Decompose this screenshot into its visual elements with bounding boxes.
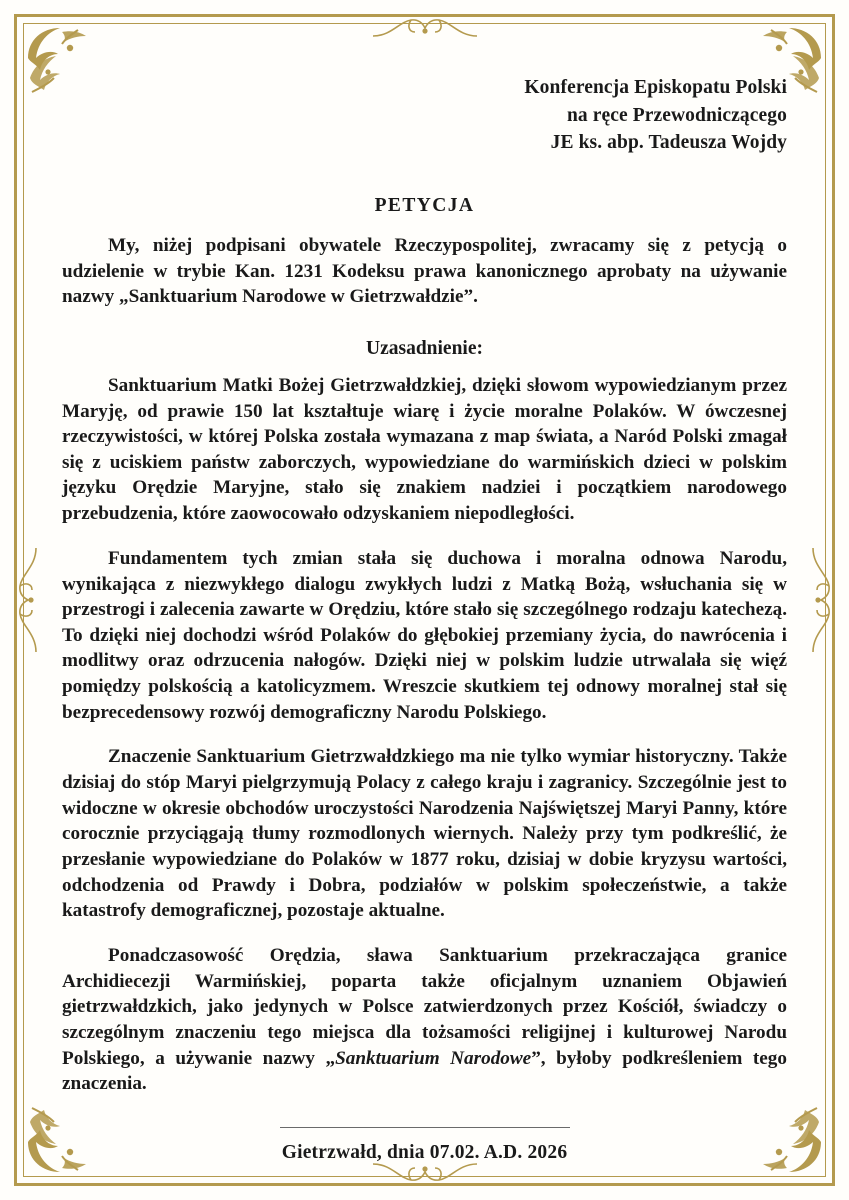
edge-ornament-icon (10, 540, 44, 660)
edge-ornament-icon (365, 10, 485, 44)
body-paragraph-3: Znaczenie Sanktuarium Gietrzwałdzkiego ma nie tylko wymiar historyczny. Także dzisiaj do stóp Maryi pielgrzymują Polacy z całego kraju i zagranicy. Szczególnie jest to widoczne w okresie obchodów uroczystości Narodzenia Najświętszej Maryi Panny, które corocznie przyciągają tłumy rozmodlonych wiernych. Należy przy tym podkreślić, że przesłanie wypowiedziane do Polaków w 1877 roku, dzisiaj w dobie kryzysu wartości, odchodzenia od Prawdy i Dobra, podziałów w polskim społeczeństwie, a także katastrofy demograficznej, pozostaje aktualne. (62, 746, 787, 922)
final-paragraph-italic: Sanktuarium Narodowe (335, 1047, 532, 1069)
signature-divider (280, 1127, 570, 1128)
addressee-block (62, 74, 787, 157)
edge-ornament-icon (805, 540, 839, 660)
place-and-date: Gietrzwałd, dnia 07.02. A.D. 2026 (281, 1141, 568, 1163)
body-paragraph-1: Sanktuarium Matki Bożej Gietrzwałdzkiej, dzięki słowom wypowiedzianym przez Maryję, od prawie 150 lat kształtuje wiarę i życie moralne Polaków. W ówczesnej rzeczywistości, w której Polska została wymazana z map świata, a Naród Polski zmagał się z uciskiem państw zaborczych, wypowiedziane do warmińskich dzieci w polskim języku Orędzie Maryjne, stało się znakiem nadziei i początkiem narodowego przebudzenia, które zaowocowało odzyskaniem niepodległości. (62, 374, 787, 525)
body-paragraph-2: Fundamentem tych zmian stała się duchowa i moralna odnowa Narodu, wynikająca z niezwykłego dialogu zwykłych ludzi z Matką Bożą, wsłuchania się w przestrogi i zalecenia zawarte w Orędziu, które stało się szczególnego rodzaju katechezą. To dzięki niej dochodzi wśród Polaków do głębokiej przemiany życia, do nawrócenia i modlitwy oraz odrzucenia nałogów. Dzięki niej w polskim ludzie utrwalała się więź pomiędzy polskością a katolicyzmem. Wreszcie skutkiem tej odnowy moralnej stał się bezprecedensowy rozwój demograficzny Narodu Polskiego. (62, 547, 787, 723)
body-paragraph-4 (62, 943, 787, 1097)
section-heading: Uzasadnienie: (366, 337, 483, 359)
final-paragraph-before: Ponadczasowość Orędzia, sława Sanktuarium przekraczająca granice Archidiecezji Warmińskiej, poparta także oficjalnym uznaniem Objawień gietrzwałdzkich, jako jedynych w Polsce zatwierdzonych przez Kościół, świadczy o szczególnym znaczeniu tego miejsca dla tożsamości religijnej i kulturowej Narodu Polskiego, a używanie nazwy „ (62, 945, 787, 1069)
addressee-line-1: Konferencja Episkopatu Polski (524, 77, 787, 98)
document-content (62, 62, 787, 1163)
final-paragraph-after: ”, byłoby podkreśleniem tego znaczenia. (62, 1047, 787, 1095)
addressee-line-2: na ręce Przewodniczącego (566, 104, 787, 126)
addressee-line-3: JE ks. abp. Tadeusza Wojdy (550, 132, 787, 154)
page-title: PETYCJA (374, 195, 475, 217)
lead-paragraph: My, niżej podpisani obywatele Rzeczypospolitej, zwracamy się z petycją o udzielenie w trybie Kan. 1231 Kodeksu prawa kanonicznego aprobaty na używanie nazwy „Sanktuarium Narodowe w Gietrzwałdzie”. (62, 235, 787, 308)
